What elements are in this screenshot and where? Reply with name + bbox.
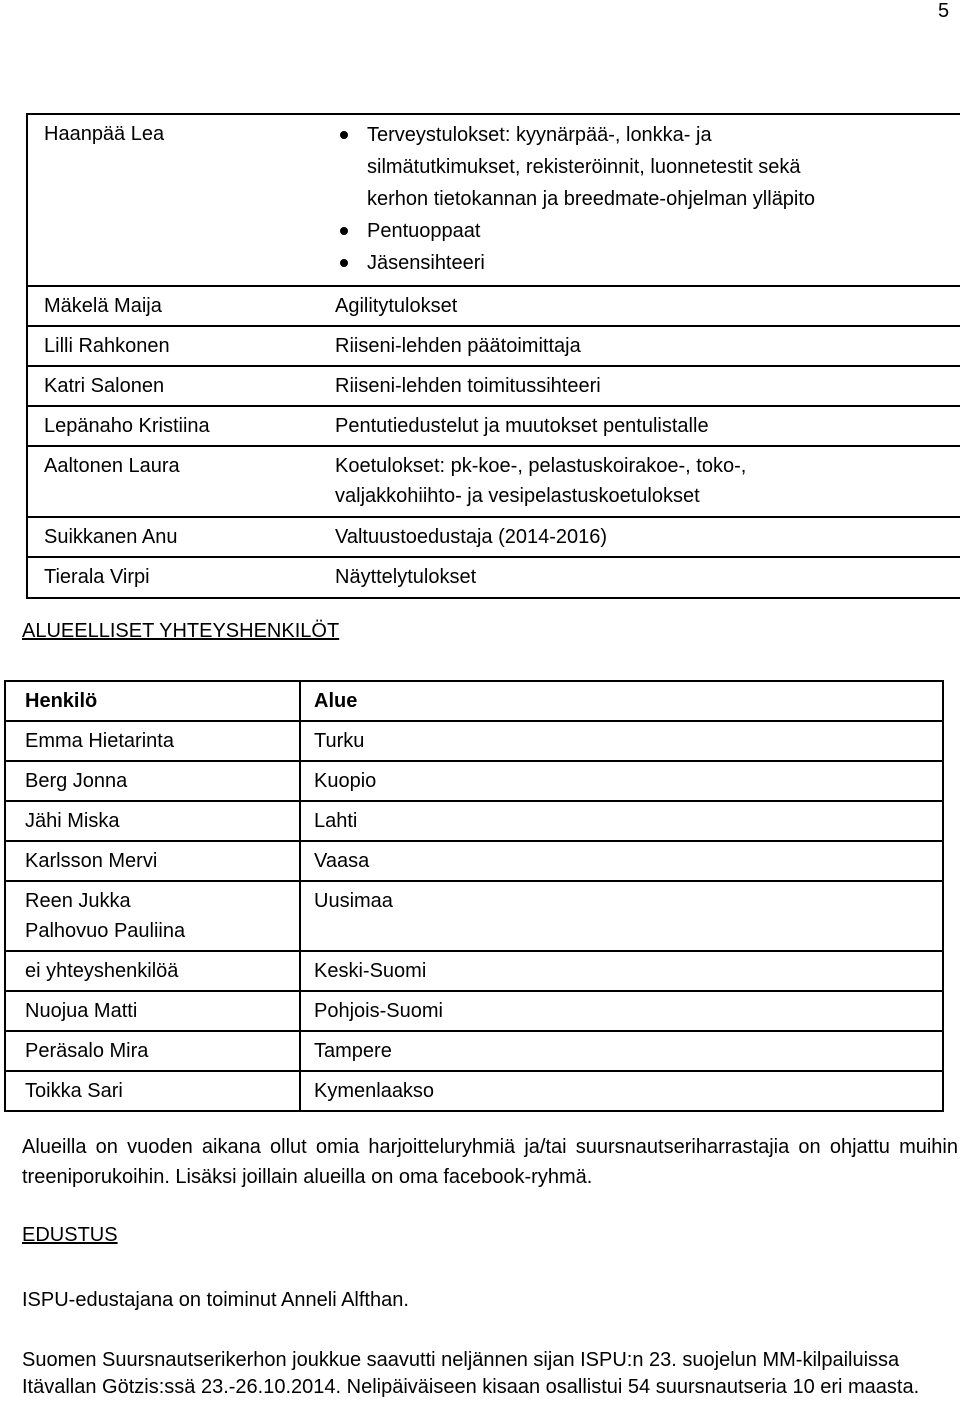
- task-cell: Valtuustoedustaja (2014-2016): [323, 518, 960, 556]
- person-name: Suikkanen Anu: [44, 526, 178, 548]
- table-row: [28, 518, 960, 558]
- bullet-icon: [340, 259, 348, 267]
- contact-person: Jähi Miska: [6, 802, 301, 840]
- person-name: Katri Salonen: [44, 375, 165, 397]
- task-cell: Riiseni-lehden toimitussihteeri: [323, 367, 960, 405]
- task-cell: [323, 115, 960, 285]
- task-cell: Agilitytulokset: [323, 287, 960, 325]
- table-row: [28, 558, 960, 599]
- responsibilities-table: [26, 113, 960, 599]
- contact-area: Uusimaa: [314, 890, 393, 912]
- task-bullet-list: [335, 119, 960, 279]
- table-row: [28, 287, 960, 327]
- result-paragraph: Suomen Suursnautserikerhon joukkue saavutti neljännen sijan ISPU:n 23. suojelun MM-kilpailuissa Itävallan Götzis:ssä 23.-26.10.2014. Nelipäiväiseen kisaan osallistui 54 suursnautseria 10 eri maasta.: [22, 1349, 920, 1398]
- table-row: [6, 722, 942, 762]
- bullet-icon: [340, 227, 348, 235]
- person-name: Haanpää Lea: [44, 123, 165, 145]
- column-header-area: Alue: [314, 690, 358, 712]
- table-row: [28, 447, 960, 518]
- regional-contacts-heading: ALUEELLISET YHTEYSHENKILÖT: [22, 620, 340, 642]
- representation-heading: EDUSTUS: [22, 1224, 118, 1246]
- contact-person: Peräsalo Mira: [6, 1032, 301, 1070]
- table-row: [6, 882, 942, 952]
- task-cell: Näyttelytulokset: [323, 558, 960, 597]
- contact-person: Karlsson Mervi: [6, 842, 301, 880]
- contact-person: Nuojua Matti: [6, 992, 301, 1030]
- contact-area: Tampere: [314, 1040, 392, 1062]
- regional-note-paragraph: Alueilla on vuoden aikana ollut omia harjoitteluryhmiä ja/tai suursnautseriharrastajia on ohjattu muihin treeniporukoihin. Lisäksi joillain alueilla on oma facebook-ryhmä.: [22, 1136, 958, 1188]
- contact-area: Kuopio: [314, 770, 377, 792]
- contact-person: Reen Jukka Palhovuo Pauliina: [6, 882, 301, 950]
- table-row: [6, 1072, 942, 1110]
- contact-person: Toikka Sari: [6, 1072, 301, 1110]
- table-row: [6, 762, 942, 802]
- task-cell: Riiseni-lehden päätoimittaja: [323, 327, 960, 365]
- task-cell: Koetulokset: pk-koe-, pelastuskoirakoe-, toko-, valjakkohiihto- ja vesipelastuskoetulokset: [323, 447, 960, 516]
- regional-contacts-table: [4, 680, 944, 1112]
- contact-area: Lahti: [314, 810, 358, 832]
- column-header-person: Henkilö: [6, 682, 301, 720]
- contact-person: Emma Hietarinta: [6, 722, 301, 760]
- contact-person: Berg Jonna: [6, 762, 301, 800]
- table-row: [6, 952, 942, 992]
- person-name: Aaltonen Laura: [44, 455, 180, 477]
- contact-person: ei yhteyshenkilöä: [6, 952, 301, 990]
- table-row: [6, 842, 942, 882]
- list-item: Jäsensihteeri: [335, 247, 960, 279]
- contact-area: Keski-Suomi: [314, 960, 427, 982]
- table-row: [6, 992, 942, 1032]
- list-item: Terveystulokset: kyynärpää-, lonkka- ja silmätutkimukset, rekisteröinnit, luonnetestit sekä kerhon tietokannan ja breedmate-ohjelman ylläpito: [335, 119, 960, 215]
- table-row: [28, 115, 960, 287]
- table-row: [6, 1032, 942, 1072]
- bullet-icon: [340, 131, 348, 139]
- person-name: Mäkelä Maija: [44, 295, 162, 317]
- contact-area: Vaasa: [314, 850, 370, 872]
- person-name: Tierala Virpi: [44, 566, 150, 588]
- contact-area: Turku: [314, 730, 365, 752]
- table-row: [28, 367, 960, 407]
- representation-paragraph: ISPU-edustajana on toiminut Anneli Alfthan.: [22, 1289, 409, 1311]
- person-name: Lilli Rahkonen: [44, 335, 170, 357]
- contact-area: Pohjois-Suomi: [314, 1000, 443, 1022]
- person-name: Lepänaho Kristiina: [44, 415, 210, 437]
- table-header-row: [6, 682, 942, 722]
- contact-area: Kymenlaakso: [314, 1080, 435, 1102]
- list-item: Pentuoppaat: [335, 215, 960, 247]
- table-row: [6, 802, 942, 842]
- page-number: 5: [938, 0, 950, 22]
- table-row: [28, 327, 960, 367]
- table-row: [28, 407, 960, 447]
- task-cell: Pentutiedustelut ja muutokset pentulistalle: [323, 407, 960, 445]
